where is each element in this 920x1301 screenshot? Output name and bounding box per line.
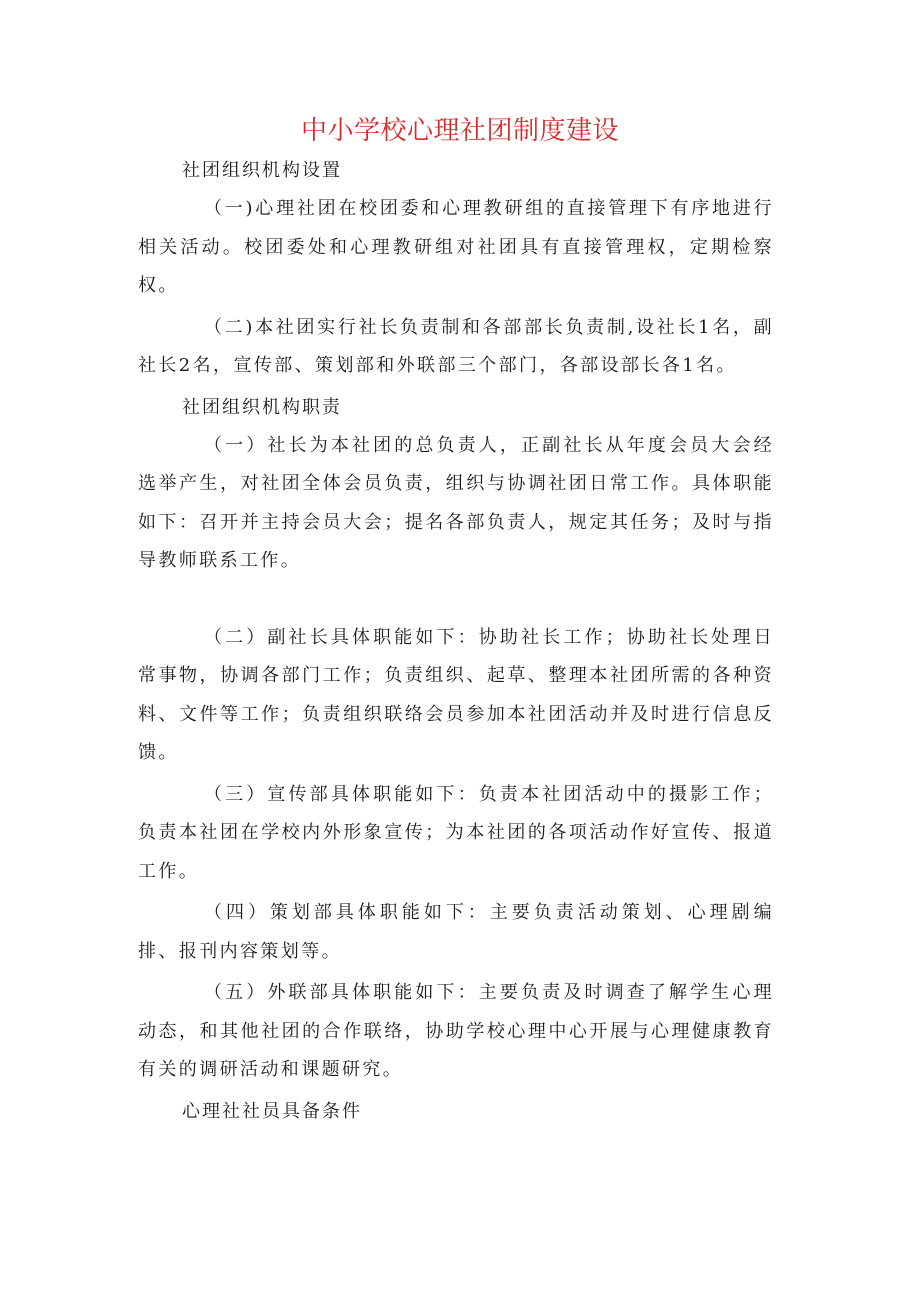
paragraph: （三）宣传部具体职能如下：负责本社团活动中的摄影工作；负责本社团在学校内外形象宣传；为本社团的各项活动作好宣传、报道工作。 — [138, 783, 774, 882]
paragraph: （四）策划部具体职能如下：主要负责活动策划、心理剧编排、报刊内容策划等。 — [138, 902, 774, 962]
document-title: 中小学校心理社团制度建设 — [300, 116, 619, 146]
paragraph: （一)心理社团在校团委和心理教研组的直接管理下有序地进行相关活动。校团委处和心理教研组对社团具有直接管理权，定期检察权。 — [138, 198, 774, 296]
paragraph: （一）社长为本社团的总负责人，正副社长从年度会员大会经选举产生，对社团全体会员负责，组织与协调社团日常工作。具体职能如下：召开并主持会员大会；提名各部负责人，规定其任务；及时与指导教师联系工作。 — [138, 434, 774, 571]
document-body — [138, 152, 774, 1131]
section-heading-structure: 社团组织机构设置 — [182, 160, 342, 181]
paragraph: （二）副社长具体职能如下：协助社长工作；协助社长处理日常事物，协调各部门工作；负责组织、起草、整理本社团所需的各种资料、文件等工作；负责组织联络会员参加本社团活动并及时进行信息反馈。 — [138, 626, 774, 763]
paragraph: （二)本社团实行社长负责制和各部部长负责制,设社长1名，副社长2名，宣传部、策划部和外联部三个部门，各部设部长各1名。 — [138, 316, 774, 376]
section-heading-requirements: 心理社社员具备条件 — [182, 1100, 362, 1122]
paragraph: （五）外联部具体职能如下：主要负责及时调查了解学生心理动态，和其他社团的合作联络，协助学校心理中心开展与心理健康教育有关的调研活动和课题研究。 — [138, 982, 774, 1080]
section-heading-duties: 社团组织机构职责 — [182, 396, 342, 418]
